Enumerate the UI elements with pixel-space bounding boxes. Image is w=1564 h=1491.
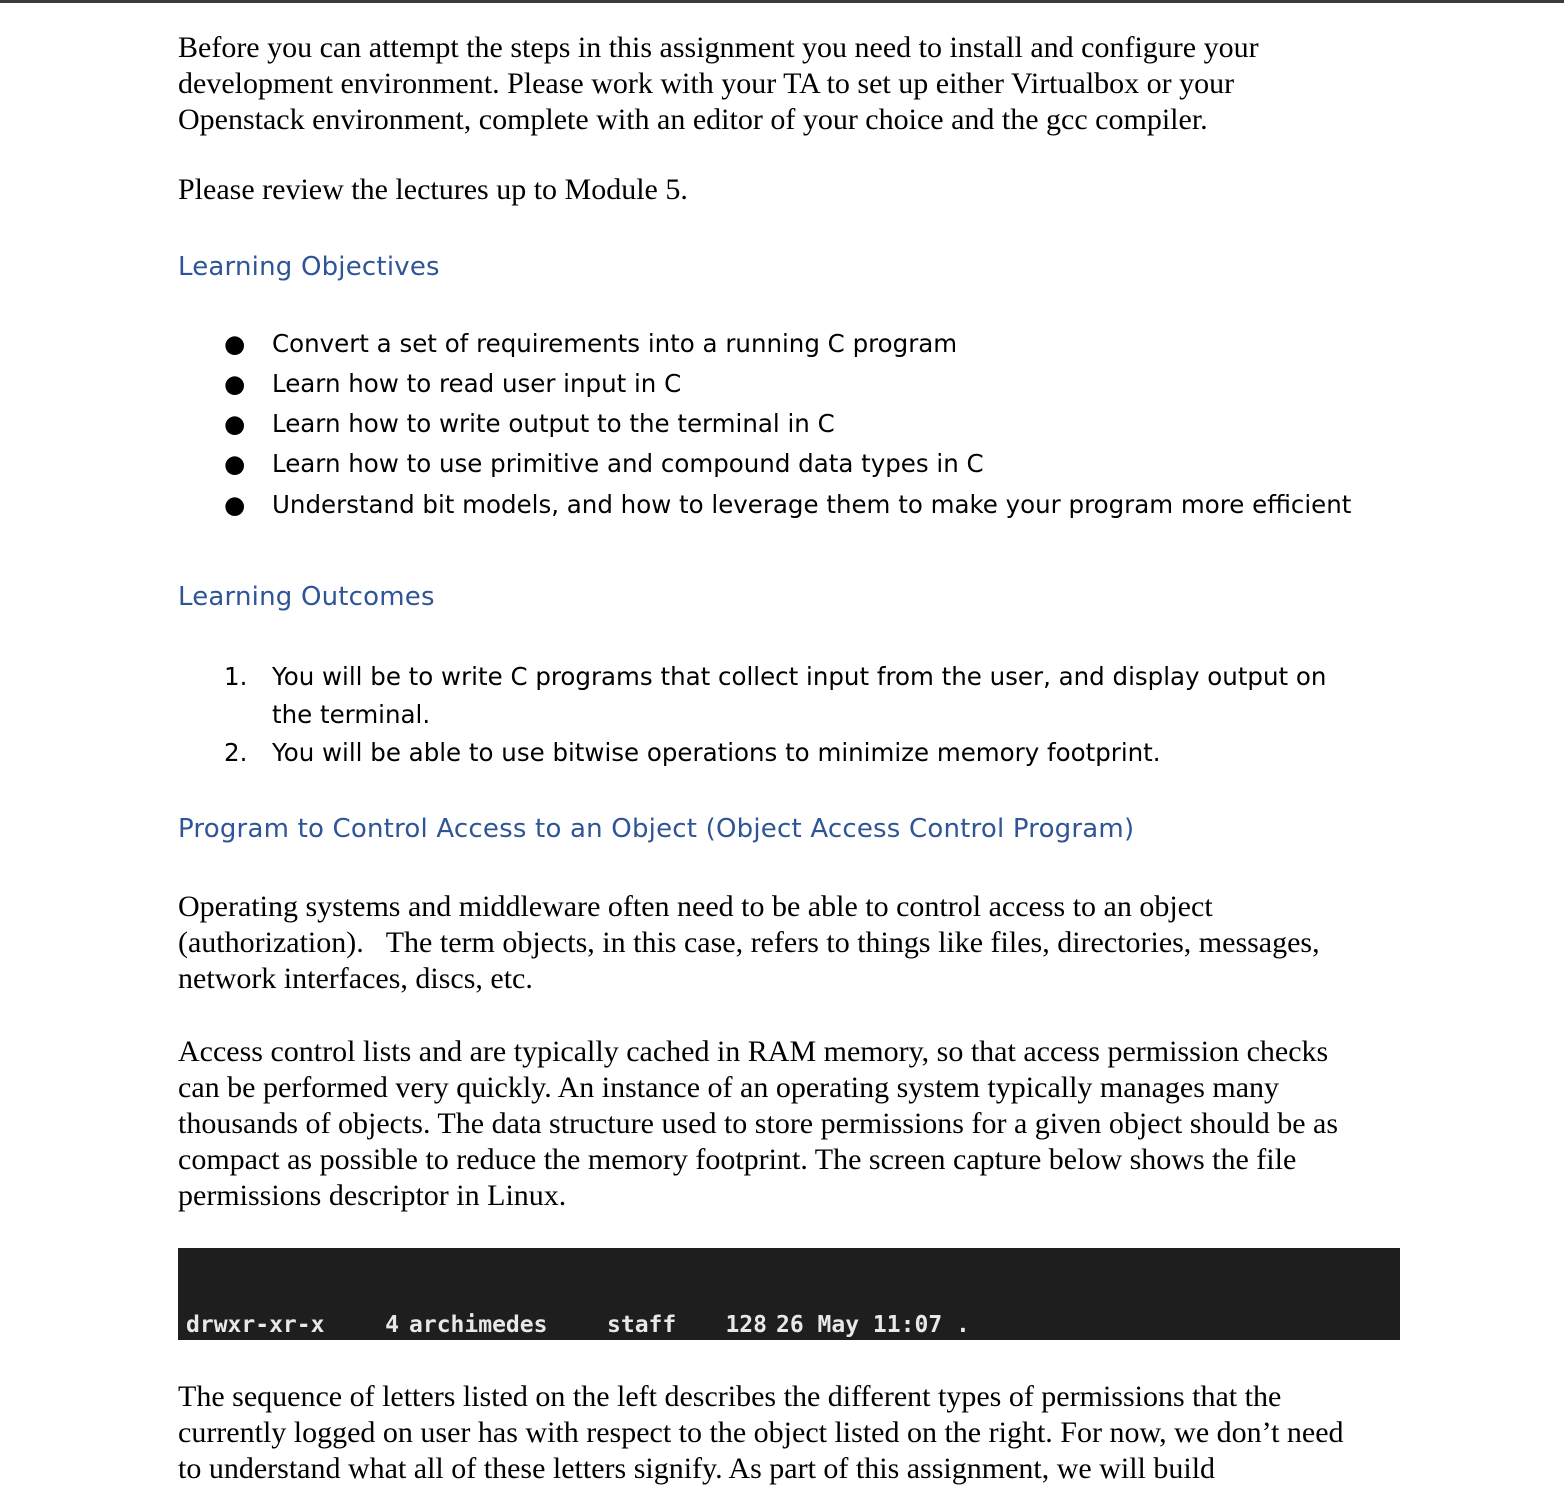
objectives-list <box>220 329 1420 530</box>
text-line: You will be able to use bitwise operations to minimize memory footprint. <box>272 738 1161 767</box>
text-line: compact as possible to reduce the memory footprint. The screen capture below shows the file <box>178 1143 1297 1176</box>
text-line: to understand what all of these letters signify. As part of this assignment, we will build <box>178 1452 1216 1485</box>
list-item: ● Learn how to use primitive and compound data types in C <box>224 449 984 478</box>
text-line: can be performed very quickly. An instance of an operating system typically manages many <box>178 1071 1280 1104</box>
terminal-row: drwxr-xr-x 4 archimedes staff 128 26 May 11:07 . <box>186 1312 970 1338</box>
list-number: 1. <box>224 662 248 691</box>
terminal-screenshot <box>178 1248 1400 1340</box>
learning-outcomes-heading: Learning Outcomes <box>178 582 435 612</box>
learning-objectives-heading: Learning Objectives <box>178 252 440 282</box>
list-item <box>220 734 1420 772</box>
bullet-icon: ● <box>224 490 246 519</box>
bullet-icon: ● <box>224 369 246 398</box>
bullet-icon: ● <box>224 449 246 478</box>
top-border-line <box>0 0 1564 3</box>
intro-paragraph <box>178 30 1408 138</box>
list-number: 2. <box>224 738 248 767</box>
text-line: thousands of objects. The data structure used to store permissions for a given object should be as <box>178 1107 1339 1140</box>
list-item <box>220 658 1420 734</box>
text-line: Operating systems and middleware often need to be able to control access to an object <box>178 890 1213 923</box>
text-line: permissions descriptor in Linux. <box>178 1179 567 1212</box>
program-paragraph-1 <box>178 889 1408 997</box>
text-line: Before you can attempt the steps in this assignment you need to install and configure your <box>178 31 1259 64</box>
program-paragraph-3 <box>178 1379 1408 1487</box>
outcomes-list <box>220 658 1420 772</box>
text-line: Access control lists and are typically cached in RAM memory, so that access permission checks <box>178 1035 1329 1068</box>
list-item: ● Learn how to read user input in C <box>224 369 682 398</box>
text-line: (authorization). The term objects, in this case, refers to things like files, directories, messages, <box>178 926 1320 959</box>
list-item: ● Learn how to write output to the terminal in C <box>224 409 835 438</box>
bullet-icon: ● <box>224 409 246 438</box>
text-line: The sequence of letters listed on the left describes the different types of permissions that the <box>178 1380 1282 1413</box>
text-line: development environment. Please work with your TA to set up either Virtualbox or your <box>178 67 1235 100</box>
program-paragraph-2 <box>178 1034 1408 1214</box>
text-line: currently logged on user has with respect to the object listed on the right. For now, we don’t need <box>178 1416 1344 1449</box>
text-line: You will be to write C programs that collect input from the user, and display output on <box>272 662 1327 691</box>
bullet-icon: ● <box>224 329 246 358</box>
list-item: ● Understand bit models, and how to leverage them to make your program more efficient <box>224 490 1352 519</box>
list-item: ● Convert a set of requirements into a running C program <box>224 329 958 358</box>
text-line: network interfaces, discs, etc. <box>178 962 533 995</box>
review-paragraph: Please review the lectures up to Module 5. <box>178 173 688 206</box>
program-heading: Program to Control Access to an Object (Object Access Control Program) <box>178 814 1135 844</box>
text-line: Openstack environment, complete with an editor of your choice and the gcc compiler. <box>178 103 1208 136</box>
text-line: the terminal. <box>272 700 431 729</box>
